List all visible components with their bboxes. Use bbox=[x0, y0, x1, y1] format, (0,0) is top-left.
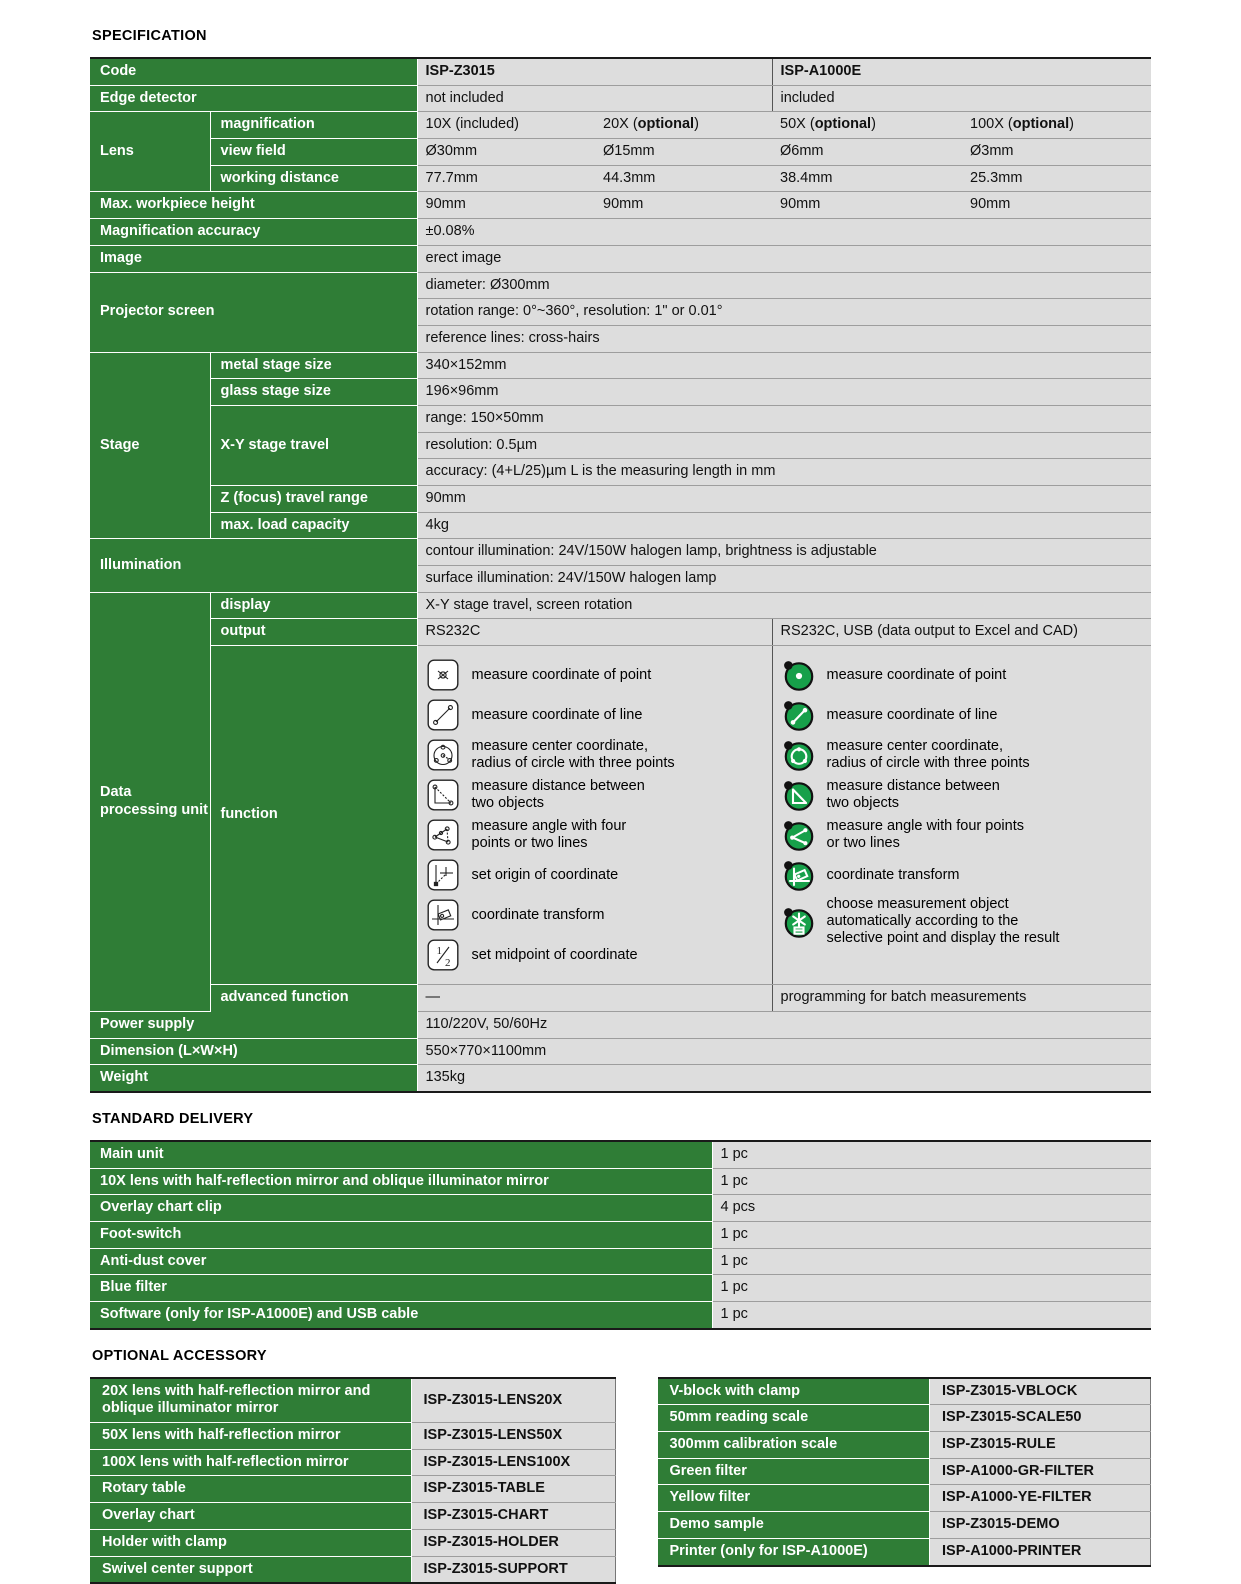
function-item bbox=[781, 856, 1152, 894]
value-contour-illumination: contour illumination: 24V/150W halogen lamp, brightness is adjustable bbox=[417, 539, 1151, 566]
value-dimension: 550×770×1100mm bbox=[417, 1038, 1151, 1065]
value-projector-rotation: rotation range: 0°~360°, resolution: 1" or 0.01° bbox=[417, 299, 1151, 326]
auto-select-object-icon bbox=[781, 905, 815, 939]
table-row bbox=[658, 1405, 1151, 1432]
value-code-z3015: ISP-Z3015 bbox=[417, 58, 772, 85]
function-item bbox=[426, 656, 772, 694]
row-label-illumination: Illumination bbox=[90, 539, 417, 592]
measure-point-icon bbox=[781, 658, 815, 692]
value-magnification-10x: 10X (included) bbox=[417, 112, 595, 139]
table-row-power-supply bbox=[90, 1011, 1151, 1038]
value-projector-diameter: diameter: Ø300mm bbox=[417, 272, 1151, 299]
delivery-item-label: Foot-switch bbox=[90, 1221, 712, 1248]
accessory-item-code: ISP-Z3015-CHART bbox=[411, 1503, 615, 1530]
function-item-label: measure angle with four points or two lines bbox=[471, 818, 627, 852]
row-label-working-distance: working distance bbox=[210, 165, 417, 192]
table-row-code bbox=[90, 58, 1151, 85]
accessory-item-code: ISP-Z3015-LENS50X bbox=[411, 1423, 615, 1450]
measure-distance-icon bbox=[781, 778, 815, 812]
measure-angle-icon bbox=[426, 818, 460, 852]
accessory-item-label: Overlay chart bbox=[90, 1503, 411, 1530]
value-edge-detector-b: included bbox=[772, 85, 1151, 112]
accessory-item-label: 50mm reading scale bbox=[658, 1405, 930, 1432]
set-origin-icon bbox=[426, 858, 460, 892]
value-xy-accuracy: accuracy: (4+L/25)µm L is the measuring length in mm bbox=[417, 459, 1151, 486]
accessory-item-label: 50X lens with half-reflection mirror bbox=[90, 1423, 411, 1450]
row-label-edge-detector: Edge detector bbox=[90, 85, 417, 112]
function-item-label: measure center coordinate, radius of circle with three points bbox=[471, 738, 675, 772]
value-view-field-1: Ø30mm bbox=[417, 139, 595, 166]
function-item bbox=[781, 816, 1152, 854]
value-edge-detector-a: not included bbox=[417, 85, 772, 112]
accessory-item-code: ISP-A1000-PRINTER bbox=[930, 1538, 1151, 1565]
function-item bbox=[781, 696, 1152, 734]
value-magnification-accuracy: ±0.08% bbox=[417, 219, 1151, 246]
table-row bbox=[90, 1221, 1151, 1248]
function-item-label: measure distance between two objects bbox=[826, 778, 1000, 812]
specification-heading: SPECIFICATION bbox=[92, 28, 207, 44]
function-list-a1000e bbox=[772, 646, 1151, 985]
table-row bbox=[90, 1449, 615, 1476]
table-row-max-workpiece-height bbox=[90, 192, 1151, 219]
value-max-height-2: 90mm bbox=[595, 192, 772, 219]
function-list-z3015 bbox=[417, 646, 772, 985]
value-glass-stage-size: 196×96mm bbox=[417, 379, 1151, 406]
accessory-item-label: Green filter bbox=[658, 1458, 930, 1485]
accessory-item-code: ISP-Z3015-TABLE bbox=[411, 1476, 615, 1503]
measure-line-icon bbox=[781, 698, 815, 732]
delivery-item-label: Overlay chart clip bbox=[90, 1195, 712, 1222]
function-item bbox=[426, 816, 772, 854]
standard-delivery-heading: STANDARD DELIVERY bbox=[92, 1110, 254, 1127]
table-row bbox=[90, 1141, 1151, 1168]
value-advanced-function-b: programming for batch measurements bbox=[772, 985, 1151, 1012]
table-row-advanced-function bbox=[90, 985, 1151, 1012]
table-row-image bbox=[90, 245, 1151, 272]
delivery-item-qty: 1 pc bbox=[712, 1168, 1151, 1195]
value-output-a: RS232C bbox=[417, 619, 772, 646]
table-row bbox=[658, 1485, 1151, 1512]
row-label-z-travel: Z (focus) travel range bbox=[210, 486, 417, 513]
function-item-label: measure coordinate of point bbox=[471, 666, 652, 683]
row-label-lens: Lens bbox=[90, 112, 210, 192]
accessory-item-code: ISP-Z3015-SCALE50 bbox=[930, 1405, 1151, 1432]
accessory-item-code: ISP-Z3015-VBLOCK bbox=[930, 1378, 1151, 1405]
value-magnification-50x: 50X (optional) bbox=[772, 112, 962, 139]
table-row-working-distance bbox=[90, 165, 1151, 192]
accessory-item-code: ISP-A1000-YE-FILTER bbox=[930, 1485, 1151, 1512]
value-metal-stage-size: 340×152mm bbox=[417, 352, 1151, 379]
table-row-illumination-1 bbox=[90, 539, 1151, 566]
value-magnification-20x: 20X (optional) bbox=[595, 112, 772, 139]
table-row-glass-stage-size bbox=[90, 379, 1151, 406]
specification-table bbox=[90, 57, 1151, 1093]
optional-accessory-table-right bbox=[658, 1377, 1152, 1567]
value-max-load: 4kg bbox=[417, 512, 1151, 539]
row-label-display: display bbox=[210, 592, 417, 619]
table-row-function bbox=[90, 646, 1151, 985]
function-item bbox=[426, 936, 772, 974]
accessory-item-label: Yellow filter bbox=[658, 1485, 930, 1512]
table-row-output bbox=[90, 619, 1151, 646]
row-label-image: Image bbox=[90, 245, 417, 272]
value-projector-reference-lines: reference lines: cross-hairs bbox=[417, 325, 1151, 352]
value-max-height-3: 90mm bbox=[772, 192, 962, 219]
table-row bbox=[90, 1503, 615, 1530]
value-advanced-function-a: — bbox=[417, 985, 772, 1012]
value-working-distance-1: 77.7mm bbox=[417, 165, 595, 192]
table-row bbox=[90, 1476, 615, 1503]
value-max-height-1: 90mm bbox=[417, 192, 595, 219]
accessory-item-label: V-block with clamp bbox=[658, 1378, 930, 1405]
value-working-distance-4: 25.3mm bbox=[962, 165, 1151, 192]
row-label-power-supply: Power supply bbox=[90, 1011, 417, 1038]
standard-delivery-table bbox=[90, 1140, 1151, 1330]
delivery-item-qty: 4 pcs bbox=[712, 1195, 1151, 1222]
table-row bbox=[90, 1195, 1151, 1222]
table-row bbox=[658, 1458, 1151, 1485]
function-item bbox=[781, 896, 1152, 947]
table-row-weight bbox=[90, 1065, 1151, 1092]
table-row-edge-detector bbox=[90, 85, 1151, 112]
row-label-data-processing-unit: Data processing unit bbox=[90, 592, 210, 1011]
accessory-item-code: ISP-Z3015-DEMO bbox=[930, 1512, 1151, 1539]
row-label-code: Code bbox=[90, 58, 417, 85]
table-row-metal-stage-size bbox=[90, 352, 1151, 379]
accessory-item-code: ISP-Z3015-LENS100X bbox=[411, 1449, 615, 1476]
function-item bbox=[426, 896, 772, 934]
svg-text:2: 2 bbox=[444, 957, 450, 970]
function-item-label: measure distance between two objects bbox=[471, 778, 645, 812]
function-item-label: set midpoint of coordinate bbox=[471, 946, 638, 963]
value-magnification-100x: 100X (optional) bbox=[962, 112, 1151, 139]
table-row-view-field bbox=[90, 139, 1151, 166]
measure-distance-icon bbox=[426, 778, 460, 812]
row-label-glass-stage-size: glass stage size bbox=[210, 379, 417, 406]
delivery-item-label: Software (only for ISP-A1000E) and USB cable bbox=[90, 1302, 712, 1329]
accessory-item-label: 300mm calibration scale bbox=[658, 1432, 930, 1459]
set-midpoint-icon bbox=[426, 938, 460, 972]
value-z-travel: 90mm bbox=[417, 486, 1151, 513]
table-row bbox=[658, 1378, 1151, 1405]
table-row bbox=[90, 1556, 615, 1583]
row-label-max-workpiece-height: Max. workpiece height bbox=[90, 192, 417, 219]
table-row bbox=[658, 1512, 1151, 1539]
table-row bbox=[90, 1248, 1151, 1275]
function-item-label: measure coordinate of line bbox=[471, 706, 643, 723]
row-label-function: function bbox=[210, 646, 417, 985]
row-label-view-field: view field bbox=[210, 139, 417, 166]
optional-accessory-heading: OPTIONAL ACCESSORY bbox=[92, 1347, 267, 1364]
accessory-item-code: ISP-Z3015-SUPPORT bbox=[411, 1556, 615, 1583]
row-label-magnification-accuracy: Magnification accuracy bbox=[90, 219, 417, 246]
value-surface-illumination: surface illumination: 24V/150W halogen lamp bbox=[417, 566, 1151, 593]
function-item bbox=[781, 776, 1152, 814]
value-power-supply: 110/220V, 50/60Hz bbox=[417, 1011, 1151, 1038]
table-row bbox=[658, 1538, 1151, 1565]
value-max-height-4: 90mm bbox=[962, 192, 1151, 219]
table-row-dimension bbox=[90, 1038, 1151, 1065]
accessory-item-label: Holder with clamp bbox=[90, 1529, 411, 1556]
accessory-item-label: Printer (only for ISP-A1000E) bbox=[658, 1538, 930, 1565]
table-row bbox=[90, 1168, 1151, 1195]
accessory-item-code: ISP-Z3015-RULE bbox=[930, 1432, 1151, 1459]
svg-text:1: 1 bbox=[436, 945, 442, 958]
delivery-item-label: 10X lens with half-reflection mirror and oblique illuminator mirror bbox=[90, 1168, 712, 1195]
row-label-advanced-function: advanced function bbox=[210, 985, 417, 1012]
value-view-field-4: Ø3mm bbox=[962, 139, 1151, 166]
measure-line-icon bbox=[426, 698, 460, 732]
accessory-item-label: 100X lens with half-reflection mirror bbox=[90, 1449, 411, 1476]
function-item-label: coordinate transform bbox=[826, 866, 960, 883]
delivery-item-qty: 1 pc bbox=[712, 1248, 1151, 1275]
delivery-item-qty: 1 pc bbox=[712, 1141, 1151, 1168]
delivery-item-label: Main unit bbox=[90, 1141, 712, 1168]
measure-point-icon bbox=[426, 658, 460, 692]
function-item-label: measure coordinate of point bbox=[826, 666, 1007, 683]
function-item bbox=[426, 856, 772, 894]
function-item-label: measure angle with four points or two lines bbox=[826, 818, 1024, 852]
accessory-item-label: Rotary table bbox=[90, 1476, 411, 1503]
function-item bbox=[781, 656, 1152, 694]
table-row-xy-travel-1 bbox=[90, 405, 1151, 432]
row-label-metal-stage-size: metal stage size bbox=[210, 352, 417, 379]
value-view-field-3: Ø6mm bbox=[772, 139, 962, 166]
function-item-label: set origin of coordinate bbox=[471, 866, 619, 883]
value-image: erect image bbox=[417, 245, 1151, 272]
delivery-item-qty: 1 pc bbox=[712, 1221, 1151, 1248]
function-item-label: coordinate transform bbox=[471, 906, 605, 923]
function-item bbox=[781, 736, 1152, 774]
row-label-projector-screen: Projector screen bbox=[90, 272, 417, 352]
row-label-magnification: magnification bbox=[210, 112, 417, 139]
table-row-magnification-accuracy bbox=[90, 219, 1151, 246]
value-working-distance-2: 44.3mm bbox=[595, 165, 772, 192]
table-row bbox=[90, 1423, 615, 1450]
table-row bbox=[658, 1432, 1151, 1459]
measure-circle-icon bbox=[781, 738, 815, 772]
table-row bbox=[90, 1275, 1151, 1302]
row-label-xy-stage-travel: X-Y stage travel bbox=[210, 405, 417, 485]
table-row bbox=[90, 1529, 615, 1556]
value-display: X-Y stage travel, screen rotation bbox=[417, 592, 1151, 619]
value-weight: 135kg bbox=[417, 1065, 1151, 1092]
table-row-display bbox=[90, 592, 1151, 619]
row-label-stage: Stage bbox=[90, 352, 210, 539]
accessory-item-label: 20X lens with half-reflection mirror and oblique illuminator mirror bbox=[90, 1378, 411, 1423]
table-row-magnification bbox=[90, 112, 1151, 139]
function-item-label: choose measurement object automatically according to the selective point and display the result bbox=[826, 896, 1060, 947]
table-row bbox=[90, 1378, 615, 1423]
function-item bbox=[426, 776, 772, 814]
measure-angle-icon bbox=[781, 818, 815, 852]
function-item-label: measure coordinate of line bbox=[826, 706, 998, 723]
table-row-max-load bbox=[90, 512, 1151, 539]
delivery-item-qty: 1 pc bbox=[712, 1302, 1151, 1329]
row-label-output: output bbox=[210, 619, 417, 646]
row-label-dimension: Dimension (L×W×H) bbox=[90, 1038, 417, 1065]
optional-accessory-wrapper bbox=[90, 1377, 1151, 1584]
value-code-a1000e: ISP-A1000E bbox=[772, 58, 1151, 85]
table-row-z-travel bbox=[90, 486, 1151, 513]
delivery-item-label: Anti-dust cover bbox=[90, 1248, 712, 1275]
table-row bbox=[90, 1302, 1151, 1329]
function-item-label: measure center coordinate, radius of circle with three points bbox=[826, 738, 1030, 772]
accessory-item-code: ISP-A1000-GR-FILTER bbox=[930, 1458, 1151, 1485]
function-item bbox=[426, 696, 772, 734]
coordinate-transform-icon bbox=[426, 898, 460, 932]
value-xy-range: range: 150×50mm bbox=[417, 405, 1151, 432]
accessory-item-label: Demo sample bbox=[658, 1512, 930, 1539]
accessory-item-code: ISP-Z3015-LENS20X bbox=[411, 1378, 615, 1423]
optional-accessory-table-left bbox=[90, 1377, 616, 1584]
value-output-b: RS232C, USB (data output to Excel and CAD) bbox=[772, 619, 1151, 646]
accessory-item-code: ISP-Z3015-HOLDER bbox=[411, 1529, 615, 1556]
function-item bbox=[426, 736, 772, 774]
table-row-projector-screen-1 bbox=[90, 272, 1151, 299]
accessory-item-label: Swivel center support bbox=[90, 1556, 411, 1583]
measure-circle-icon bbox=[426, 738, 460, 772]
delivery-item-label: Blue filter bbox=[90, 1275, 712, 1302]
value-view-field-2: Ø15mm bbox=[595, 139, 772, 166]
row-label-max-load: max. load capacity bbox=[210, 512, 417, 539]
value-xy-resolution: resolution: 0.5µm bbox=[417, 432, 1151, 459]
coordinate-transform-icon bbox=[781, 858, 815, 892]
delivery-item-qty: 1 pc bbox=[712, 1275, 1151, 1302]
row-label-weight: Weight bbox=[90, 1065, 417, 1092]
value-working-distance-3: 38.4mm bbox=[772, 165, 962, 192]
